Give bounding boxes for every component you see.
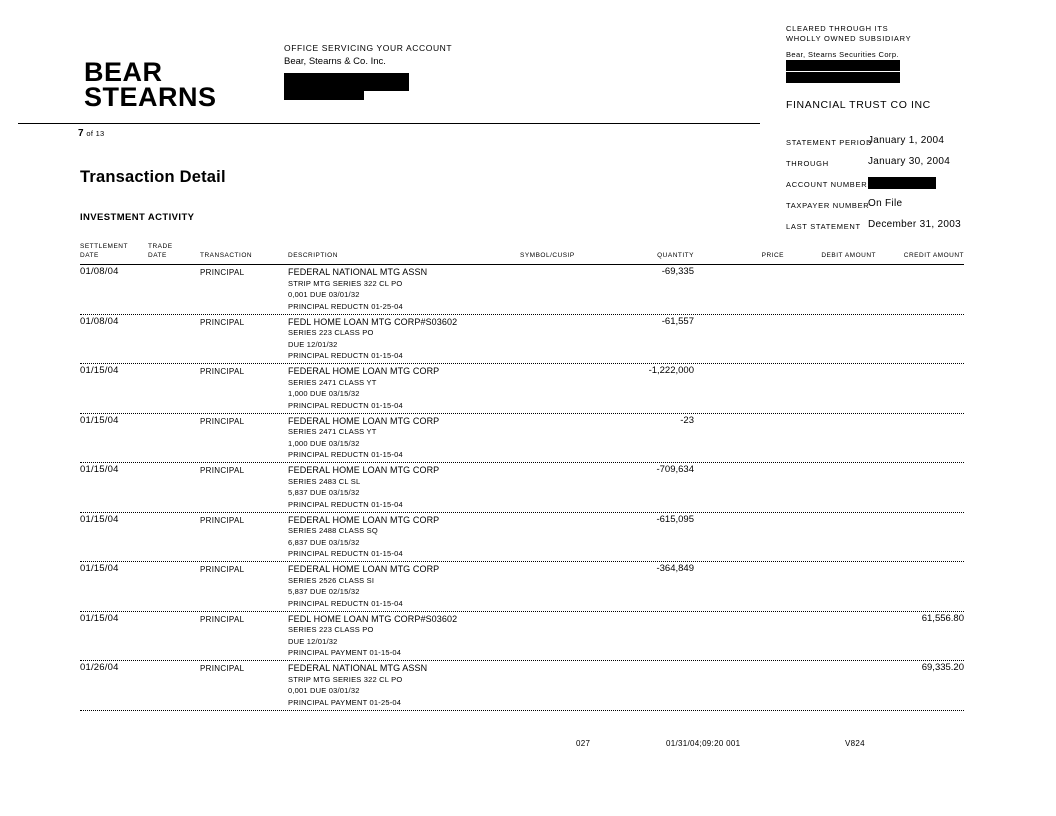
clearing-address-redaction-1 xyxy=(786,60,900,71)
page-title: Transaction Detail xyxy=(80,168,226,186)
cell-settlement-date: 01/15/04 xyxy=(80,513,119,525)
description-line-1: FEDL HOME LOAN MTG CORP#S03602 xyxy=(288,316,458,327)
description-line-3: 5,837 DUE 03/15/32 xyxy=(288,488,360,497)
label-through: THROUGH xyxy=(786,159,829,168)
cell-description xyxy=(288,416,439,461)
cell-settlement-date: 01/15/04 xyxy=(80,414,119,426)
label-statement-period: STATEMENT PERIOD xyxy=(786,138,873,147)
column-header-trade-date-line1: TRADE xyxy=(148,243,173,250)
description-line-1: FEDERAL NATIONAL MTG ASSN xyxy=(288,663,428,673)
cell-description xyxy=(288,366,439,411)
cell-transaction: PRINCIPAL xyxy=(200,367,245,376)
value-last-statement: December 31, 2003 xyxy=(868,219,961,230)
description-line-4: PRINCIPAL PAYMENT 01-15-04 xyxy=(288,648,402,657)
table-body xyxy=(80,265,964,711)
account-entity-name: FINANCIAL TRUST CO INC xyxy=(786,99,931,111)
description-line-1: FEDERAL HOME LOAN MTG CORP xyxy=(288,366,440,376)
account-number-redaction xyxy=(868,177,936,189)
description-line-2: SERIES 223 CLASS PO xyxy=(288,328,374,337)
page-number xyxy=(78,128,105,139)
cell-transaction: PRINCIPAL xyxy=(200,416,245,426)
cell-quantity: -61,557 xyxy=(661,315,694,327)
description-line-3: 6,837 DUE 03/15/32 xyxy=(288,537,360,547)
description-line-1: FEDL HOME LOAN MTG CORP#S03602 xyxy=(288,613,458,624)
footer-batch-number: 027 xyxy=(576,739,591,748)
cell-description xyxy=(288,614,457,659)
bear-stearns-logo xyxy=(84,57,217,112)
clearing-subsidiary-name: Bear, Stearns Securities Corp. xyxy=(786,50,899,59)
description-line-2: SERIES 2471 CLASS YT xyxy=(288,427,377,436)
cell-description xyxy=(288,267,427,312)
footer-timestamp: 01/31/04;09:20 001 xyxy=(666,739,741,748)
office-address-redaction-2 xyxy=(284,91,364,100)
column-header-quantity: QUANTITY xyxy=(657,252,694,259)
cell-settlement-date: 01/08/04 xyxy=(80,266,119,277)
column-header-trade-date xyxy=(148,243,173,260)
description-line-3: 5,837 DUE 02/15/32 xyxy=(288,587,360,596)
logo-line-1: BEAR xyxy=(84,57,163,87)
cell-settlement-date: 01/08/04 xyxy=(80,315,119,327)
cell-settlement-date: 01/15/04 xyxy=(80,365,119,376)
cell-quantity: -709,634 xyxy=(656,464,694,475)
cell-quantity: -615,095 xyxy=(656,513,694,525)
cell-transaction: PRINCIPAL xyxy=(200,268,245,277)
account-info-row-statement-period xyxy=(786,135,986,156)
description-line-2: SERIES 223 CLASS PO xyxy=(288,625,374,634)
value-taxpayer-number: On File xyxy=(868,198,903,209)
description-line-1: FEDERAL HOME LOAN MTG CORP xyxy=(288,514,440,525)
cell-description xyxy=(288,317,457,362)
description-line-3: 1,000 DUE 03/15/32 xyxy=(288,438,360,448)
column-header-debit-amount: DEBIT AMOUNT xyxy=(821,252,876,259)
description-line-1: FEDERAL HOME LOAN MTG CORP xyxy=(288,415,440,426)
description-line-3: DUE 12/01/32 xyxy=(288,339,338,349)
cell-settlement-date: 01/15/04 xyxy=(80,464,119,475)
table-row xyxy=(80,265,964,315)
description-line-3: DUE 12/01/32 xyxy=(288,636,338,646)
description-line-2: SERIES 2488 CLASS SQ xyxy=(288,526,378,535)
cell-settlement-date: 01/15/04 xyxy=(80,563,119,574)
office-address-redaction-1 xyxy=(284,73,409,91)
header-divider xyxy=(18,123,760,124)
cell-quantity: -23 xyxy=(680,414,694,426)
office-servicing-block xyxy=(284,43,524,67)
description-line-4: PRINCIPAL REDUCTN 01-15-04 xyxy=(288,351,403,360)
cell-description xyxy=(288,465,439,510)
description-line-2: STRIP MTG SERIES 322 CL PO xyxy=(288,278,403,288)
table-row xyxy=(80,315,964,365)
label-taxpayer-number: TAXPAYER NUMBER xyxy=(786,201,870,210)
page-number-total: of 13 xyxy=(86,129,105,138)
page-number-value: 7 xyxy=(78,128,84,139)
account-info-row-through xyxy=(786,156,986,177)
table-row xyxy=(80,364,964,414)
account-info-row-last-statement xyxy=(786,219,986,240)
office-servicing-heading: OFFICE SERVICING YOUR ACCOUNT xyxy=(284,43,453,53)
cell-transaction: PRINCIPAL xyxy=(200,317,245,327)
description-line-4: PRINCIPAL REDUCTN 01-15-04 xyxy=(288,499,403,509)
column-header-price: PRICE xyxy=(761,252,784,259)
description-line-2: SERIES 2471 CLASS YT xyxy=(288,377,377,387)
cell-credit-amount: 69,335.20 xyxy=(921,662,964,673)
description-line-3: 1,000 DUE 03/15/32 xyxy=(288,389,360,398)
table-row xyxy=(80,562,964,612)
section-title: INVESTMENT ACTIVITY xyxy=(80,212,195,223)
description-line-4: PRINCIPAL REDUCTN 01-25-04 xyxy=(288,301,403,311)
account-info-row-account-number xyxy=(786,177,986,198)
cell-credit-amount: 61,556.80 xyxy=(921,612,964,624)
cell-description xyxy=(288,564,439,609)
description-line-3: 0,001 DUE 03/01/32 xyxy=(288,290,360,299)
column-header-settlement-date xyxy=(80,243,128,260)
cell-transaction: PRINCIPAL xyxy=(200,664,245,673)
clearing-line-1: CLEARED THROUGH ITS xyxy=(786,24,889,33)
column-header-transaction: TRANSACTION xyxy=(200,252,253,259)
description-line-4: PRINCIPAL REDUCTN 01-15-04 xyxy=(288,549,403,558)
account-info-block xyxy=(786,135,986,240)
logo-line-2: STEARNS xyxy=(84,82,217,112)
clearing-line-2: WHOLLY OWNED SUBSIDIARY xyxy=(786,34,912,43)
label-account-number: ACCOUNT NUMBER xyxy=(786,180,868,189)
value-through: January 30, 2004 xyxy=(868,156,951,167)
cell-transaction: PRINCIPAL xyxy=(200,466,245,475)
cell-quantity: -364,849 xyxy=(656,563,694,574)
description-line-2: SERIES 2526 CLASS SI xyxy=(288,575,375,585)
office-firm-name: Bear, Stearns & Co. Inc. xyxy=(284,56,386,67)
column-header-symbol-cusip: SYMBOL/CUSIP xyxy=(520,252,575,259)
column-header-description: DESCRIPTION xyxy=(288,252,338,259)
column-header-settlement-date-line1: SETTLEMENT xyxy=(80,243,128,250)
description-line-4: PRINCIPAL REDUCTN 01-15-04 xyxy=(288,450,403,459)
cell-transaction: PRINCIPAL xyxy=(200,614,245,624)
cell-transaction: PRINCIPAL xyxy=(200,515,245,525)
column-header-credit-amount: CREDIT AMOUNT xyxy=(903,252,964,259)
clearing-address-redaction-2 xyxy=(786,72,900,83)
table-row xyxy=(80,414,964,464)
cell-transaction: PRINCIPAL xyxy=(200,565,245,574)
description-line-1: FEDERAL NATIONAL MTG ASSN xyxy=(288,267,428,277)
cell-quantity: -69,335 xyxy=(661,266,694,277)
footer-code: V824 xyxy=(845,739,865,748)
description-line-3: 0,001 DUE 03/01/32 xyxy=(288,686,360,695)
cell-quantity: -1,222,000 xyxy=(648,365,694,376)
description-line-2: SERIES 2483 CL SL xyxy=(288,476,361,486)
description-line-2: STRIP MTG SERIES 322 CL PO xyxy=(288,674,403,684)
table-row xyxy=(80,513,964,563)
clearing-block xyxy=(786,24,976,61)
description-line-1: FEDERAL HOME LOAN MTG CORP xyxy=(288,564,440,574)
table-row xyxy=(80,612,964,662)
cell-settlement-date: 01/26/04 xyxy=(80,662,119,673)
label-last-statement: LAST STATEMENT xyxy=(786,222,861,231)
description-line-4: PRINCIPAL PAYMENT 01-25-04 xyxy=(288,697,402,707)
table-row xyxy=(80,463,964,513)
cell-description xyxy=(288,515,439,560)
table-row xyxy=(80,661,964,711)
account-info-row-taxpayer-number xyxy=(786,198,986,219)
description-line-4: PRINCIPAL REDUCTN 01-15-04 xyxy=(288,400,403,410)
value-statement-period: January 1, 2004 xyxy=(868,135,945,146)
cell-description xyxy=(288,663,427,708)
column-header-settlement-date-line2: DATE xyxy=(80,251,99,259)
column-header-trade-date-line2: DATE xyxy=(148,251,167,259)
description-line-1: FEDERAL HOME LOAN MTG CORP xyxy=(288,465,440,475)
cell-settlement-date: 01/15/04 xyxy=(80,612,119,624)
description-line-4: PRINCIPAL REDUCTN 01-15-04 xyxy=(288,598,403,608)
